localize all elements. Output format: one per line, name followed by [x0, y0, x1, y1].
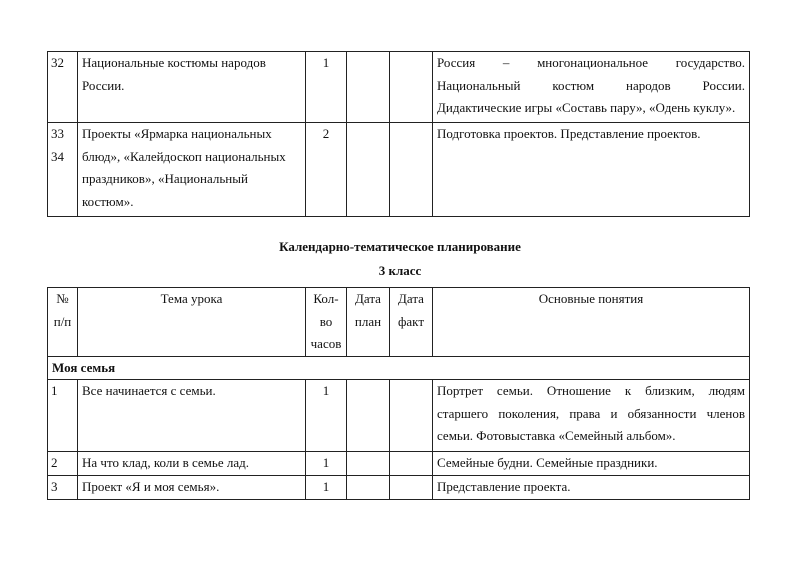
lesson-table: [47, 287, 750, 500]
header-fact-line: Дата: [398, 291, 424, 306]
date-plan: [347, 123, 390, 217]
row-number: [48, 52, 78, 123]
row-number: 1: [48, 380, 78, 452]
date-fact: [390, 380, 433, 452]
date-fact: [390, 52, 433, 123]
lesson-topic: На что клад, коли в семье лад.: [78, 452, 306, 476]
date-fact: [390, 123, 433, 217]
row-number-text: 32: [51, 55, 64, 70]
concepts-line: Подготовка проектов. Представление проектов.: [437, 126, 701, 141]
lesson-hours: 1: [306, 452, 347, 476]
page-title: Календарно-тематическое планирование: [279, 239, 521, 254]
header-hours-line: часов: [310, 336, 342, 351]
table-row: [48, 475, 750, 499]
concepts-line: Национальный костюм народов России.: [437, 77, 745, 93]
date-plan: [347, 380, 390, 452]
lesson-topic: Национальные костюмы народов России.: [78, 52, 306, 123]
concepts-line: Портрет семьи. Отношение к близким, людям: [437, 383, 745, 398]
concepts-line: Представление проекта.: [437, 478, 571, 494]
lesson-table-continued: [47, 51, 750, 217]
date-fact: [390, 452, 433, 476]
lesson-concepts: [433, 52, 750, 123]
header-plan-line: план: [354, 313, 382, 329]
concepts-line: Семейные будни. Семейные праздники.: [437, 455, 658, 470]
header-hours: [306, 288, 347, 357]
row-number: 3: [48, 475, 78, 499]
date-plan: [347, 475, 390, 499]
lesson-topic: Все начинается с семьи.: [78, 380, 306, 452]
header-concepts: Основные понятия: [433, 288, 750, 357]
lesson-hours: 1: [306, 380, 347, 452]
page-subtitle: 3 класс: [378, 263, 422, 278]
concepts-line: старшего поколения, права и обязанности членов: [437, 405, 745, 421]
row-number: [48, 123, 78, 217]
header-number-line: п/п: [53, 313, 72, 329]
lesson-topic: Проект «Я и моя семья».: [78, 475, 306, 499]
header-plan-line: Дата: [355, 291, 381, 306]
table-row: [48, 123, 750, 217]
row-number-text: 33: [51, 126, 64, 141]
lesson-topic: Проекты «Ярмарка национальных блюд», «Калейдоскоп национальных праздников», «Национальный костюм».: [78, 123, 306, 217]
lesson-concepts: [433, 380, 750, 452]
lesson-hours: 2: [306, 123, 347, 217]
table-row: [48, 380, 750, 452]
lesson-hours: 1: [306, 475, 347, 499]
table-row: [48, 52, 750, 123]
table-row: [48, 452, 750, 476]
concepts-line: Россия – многонациональное государство.: [437, 55, 745, 70]
header-number: [48, 288, 78, 357]
header-date-plan: [347, 288, 390, 357]
date-plan: [347, 52, 390, 123]
table-header-row: [48, 288, 750, 357]
header-date-fact: [390, 288, 433, 357]
lesson-concepts: [433, 475, 750, 499]
lesson-concepts: [433, 123, 750, 217]
header-topic: Тема урока: [78, 288, 306, 357]
header-fact-line: факт: [397, 313, 425, 329]
header-hours-line: во: [319, 313, 333, 329]
row-number-text: 34: [51, 148, 64, 164]
header-number-line: №: [56, 291, 69, 306]
concepts-line: семьи. Фотовыставка «Семейный альбом».: [437, 428, 676, 443]
row-number: 2: [48, 452, 78, 476]
header-hours-line: Кол-: [313, 291, 339, 306]
concepts-line: Дидактические игры «Составь пару», «Одень куклу».: [437, 100, 736, 115]
date-fact: [390, 475, 433, 499]
section-row: [48, 356, 750, 380]
section-title: Моя семья: [48, 356, 750, 380]
lesson-hours: 1: [306, 52, 347, 123]
lesson-concepts: [433, 452, 750, 476]
date-plan: [347, 452, 390, 476]
